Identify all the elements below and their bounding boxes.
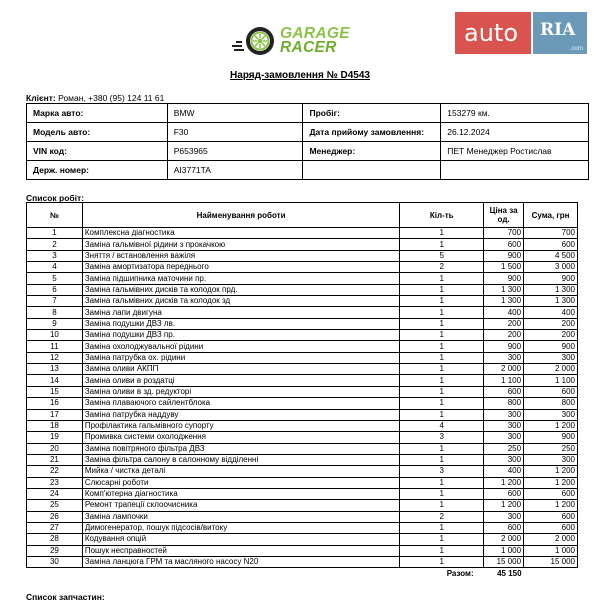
table-row [27,522,578,533]
row-qty: 1 [400,239,484,250]
row-num: 7 [27,296,83,307]
table-row [27,454,578,465]
autoria-ria-text: RIA [540,20,576,40]
row-work-name: Заміна охолоджувальної рідини [82,341,400,352]
order-date-label: Дата прийому замовлення: [303,123,441,142]
parts-list-label: Список запчастин: [26,592,105,600]
row-work-name: Профілактика гальмівного супорту [82,420,400,431]
plate-value: AI3771TA [167,161,303,180]
autoria-auto-text: auto [464,19,519,47]
row-qty: 1 [400,545,484,556]
table-row [27,534,578,545]
row-qty: 1 [400,284,484,295]
car-info-row [27,161,589,180]
car-info-row [27,142,589,161]
row-num: 21 [27,454,83,465]
row-qty: 1 [400,364,484,375]
table-row [27,386,578,397]
row-qty: 1 [400,296,484,307]
row-work-name: Зняття / встановлення важіля [82,250,400,261]
row-qty: 1 [400,522,484,533]
works-list-label: Список робіт: [26,193,85,203]
table-row [27,262,578,273]
table-row [27,330,578,341]
row-num: 24 [27,488,83,499]
row-price: 200 [484,318,524,329]
row-num: 20 [27,443,83,454]
row-sum: 1 300 [524,284,578,295]
autoria-auto-block [455,12,531,54]
client-line [26,93,164,103]
row-num: 22 [27,466,83,477]
row-sum: 300 [524,409,578,420]
manager-value: ПЕТ Менеджер Ростислав [441,142,589,161]
row-sum: 1 000 [524,545,578,556]
row-qty: 4 [400,420,484,431]
row-work-name: Заміна гальмівних дисків та колодок прд. [82,284,400,295]
row-sum: 600 [524,511,578,522]
row-num: 25 [27,500,83,511]
row-price: 1 300 [484,284,524,295]
row-price: 300 [484,352,524,363]
col-header-price: Ціна за од. [484,203,524,228]
table-row [27,341,578,352]
row-work-name: Заміна фільтра салону в салонному відділенні [82,454,400,465]
row-qty: 1 [400,443,484,454]
row-num: 13 [27,364,83,375]
row-sum: 1 100 [524,375,578,386]
client-value: Роман, +380 (95) 124 11 61 [58,93,165,103]
table-row [27,228,578,239]
row-sum: 15 000 [524,556,578,567]
row-num: 9 [27,318,83,329]
row-work-name: Ремонт трапеції склоочисника [82,500,400,511]
row-price: 600 [484,239,524,250]
row-price: 400 [484,466,524,477]
row-sum: 700 [524,228,578,239]
row-work-name: Заміна повітряного фільтра ДВЗ [82,443,400,454]
row-work-name: Димогенератор, пошук підсосів/витоку [82,522,400,533]
row-sum: 1 200 [524,500,578,511]
col-header-num: № [27,203,83,228]
car-info-row [27,123,589,142]
row-qty: 1 [400,488,484,499]
row-qty: 1 [400,341,484,352]
total-row [27,568,578,579]
works-table [26,202,578,579]
plate-label: Держ. номер: [27,161,168,180]
total-label: Разом: [446,568,474,578]
row-qty: 1 [400,318,484,329]
row-num: 11 [27,341,83,352]
row-sum: 200 [524,330,578,341]
row-num: 27 [27,522,83,533]
row-sum: 4 500 [524,250,578,261]
row-qty: 1 [400,398,484,409]
empty-label [303,161,441,180]
row-num: 4 [27,262,83,273]
table-row [27,307,578,318]
row-work-name: Заміна подушки ДВЗ пр. [82,330,400,341]
row-price: 400 [484,307,524,318]
row-price: 1 200 [484,500,524,511]
row-qty: 3 [400,466,484,477]
row-price: 300 [484,432,524,443]
row-price: 300 [484,420,524,431]
row-price: 900 [484,273,524,284]
table-row [27,273,578,284]
table-row [27,477,578,488]
row-num: 16 [27,398,83,409]
order-date-value: 26.12.2024 [441,123,589,142]
row-work-name: Заміна плаваючого сайлентблока [82,398,400,409]
row-price: 900 [484,341,524,352]
row-work-name: Заміна гальмівних дисків та колодок зд [82,296,400,307]
row-work-name: Заміна ланцюга ГРМ та масляного насосу N20 [82,556,400,567]
row-sum: 1 300 [524,296,578,307]
row-price: 2 000 [484,534,524,545]
row-num: 18 [27,420,83,431]
row-price: 1 500 [484,262,524,273]
row-sum: 400 [524,307,578,318]
row-work-name: Заміна патрубка наддуву [82,409,400,420]
row-work-name: Пошук несправностей [82,545,400,556]
row-price: 700 [484,228,524,239]
row-sum: 600 [524,522,578,533]
row-work-name: Заміна лапи двигуна [82,307,400,318]
row-work-name: Заміна подушки ДВЗ лв. [82,318,400,329]
row-work-name: Заміна лампочки [82,511,400,522]
row-num: 6 [27,284,83,295]
row-work-name: Комплексна діагностика [82,228,400,239]
works-header-row [27,203,578,228]
row-price: 800 [484,398,524,409]
row-num: 17 [27,409,83,420]
order-title: Наряд-замовлення № D4543 [230,70,370,81]
car-make-label: Марка авто: [27,104,168,123]
row-price: 1 200 [484,477,524,488]
autoria-com-text: .com [569,46,583,52]
row-sum: 300 [524,352,578,363]
row-num: 26 [27,511,83,522]
row-sum: 600 [524,239,578,250]
empty-value [441,161,589,180]
row-price: 300 [484,454,524,465]
car-info-row [27,104,589,123]
row-sum: 900 [524,273,578,284]
row-qty: 1 [400,477,484,488]
row-price: 1 000 [484,545,524,556]
row-sum: 1 200 [524,420,578,431]
row-qty: 2 [400,262,484,273]
car-model-label: Модель авто: [27,123,168,142]
row-price: 250 [484,443,524,454]
row-work-name: Заміна оливи в зд. редукторі [82,386,400,397]
vin-value: P653965 [167,142,303,161]
row-work-name: Заміна оливи в роздатці [82,375,400,386]
car-model-value: F30 [167,123,303,142]
garage-racer-logo [230,24,375,60]
row-work-name: Слюсарні роботи [82,477,400,488]
row-price: 600 [484,386,524,397]
table-row [27,556,578,567]
row-work-name: Мийка / чистка деталі [82,466,400,477]
logo-word-bottom: RACER [280,39,337,56]
row-work-name: Промивка системи охолодження [82,432,400,443]
row-num: 14 [27,375,83,386]
table-row [27,250,578,261]
table-row [27,420,578,431]
row-num: 2 [27,239,83,250]
table-row [27,364,578,375]
row-sum: 600 [524,488,578,499]
row-num: 23 [27,477,83,488]
col-header-sum: Сума, грн [524,203,578,228]
row-qty: 1 [400,273,484,284]
row-num: 15 [27,386,83,397]
table-row [27,488,578,499]
wheel-icon [230,24,278,58]
row-sum: 600 [524,386,578,397]
row-work-name: Заміна гальмівної рідини з прокачкою [82,239,400,250]
row-work-name: Заміна патрубка ох. рідини [82,352,400,363]
table-row [27,409,578,420]
car-info-table [26,103,589,180]
row-price: 1 300 [484,296,524,307]
row-num: 8 [27,307,83,318]
table-row [27,466,578,477]
row-qty: 1 [400,386,484,397]
row-sum: 200 [524,318,578,329]
row-qty: 1 [400,500,484,511]
row-num: 1 [27,228,83,239]
mileage-label: Пробіг: [303,104,441,123]
row-qty: 1 [400,556,484,567]
row-sum: 2 000 [524,534,578,545]
row-sum: 300 [524,454,578,465]
row-price: 300 [484,409,524,420]
row-sum: 250 [524,443,578,454]
row-sum: 900 [524,432,578,443]
row-qty: 1 [400,534,484,545]
row-price: 900 [484,250,524,261]
row-qty: 1 [400,454,484,465]
row-price: 300 [484,511,524,522]
row-qty: 3 [400,432,484,443]
mileage-value: 153279 км. [441,104,589,123]
works-body [27,228,578,580]
total-spacer [27,568,83,579]
row-work-name: Заміна підшипника маточини пр. [82,273,400,284]
row-qty: 1 [400,409,484,420]
table-row [27,500,578,511]
logo-word-top: GARAGE [280,25,350,42]
row-sum: 3 000 [524,262,578,273]
row-qty: 1 [400,307,484,318]
autoria-ria-block [533,12,587,54]
row-sum: 1 200 [524,477,578,488]
table-row [27,398,578,409]
vin-label: VIN код: [27,142,168,161]
row-qty: 1 [400,352,484,363]
row-qty: 2 [400,511,484,522]
table-row [27,545,578,556]
row-num: 29 [27,545,83,556]
total-value: 45 150 [497,568,522,578]
table-row [27,432,578,443]
row-qty: 1 [400,375,484,386]
row-num: 5 [27,273,83,284]
row-price: 600 [484,522,524,533]
row-num: 19 [27,432,83,443]
table-row [27,239,578,250]
row-num: 10 [27,330,83,341]
row-work-name: Комп'ютерна діагностика [82,488,400,499]
row-work-name: Заміна амортизатора переднього [82,262,400,273]
row-work-name: Кодування опцій [82,534,400,545]
table-row [27,284,578,295]
table-row [27,375,578,386]
row-qty: 5 [400,250,484,261]
table-row [27,318,578,329]
row-price: 1 100 [484,375,524,386]
row-sum: 2 000 [524,364,578,375]
table-row [27,296,578,307]
row-work-name: Заміна оливи АКПП [82,364,400,375]
table-row [27,352,578,363]
row-num: 28 [27,534,83,545]
row-price: 200 [484,330,524,341]
manager-label: Менеджер: [303,142,441,161]
table-row [27,511,578,522]
client-label: Клієнт: [26,93,56,103]
row-sum: 900 [524,341,578,352]
row-num: 12 [27,352,83,363]
row-price: 2 000 [484,364,524,375]
row-num: 3 [27,250,83,261]
row-price: 600 [484,488,524,499]
row-qty: 1 [400,330,484,341]
car-make-value: BMW [167,104,303,123]
col-header-name: Найменування роботи [82,203,400,228]
row-sum: 1 200 [524,466,578,477]
autoria-logo [455,12,587,54]
table-row [27,443,578,454]
row-price: 15 000 [484,556,524,567]
row-sum: 800 [524,398,578,409]
row-num: 30 [27,556,83,567]
row-qty: 1 [400,228,484,239]
col-header-qty: Кіл-ть [400,203,484,228]
